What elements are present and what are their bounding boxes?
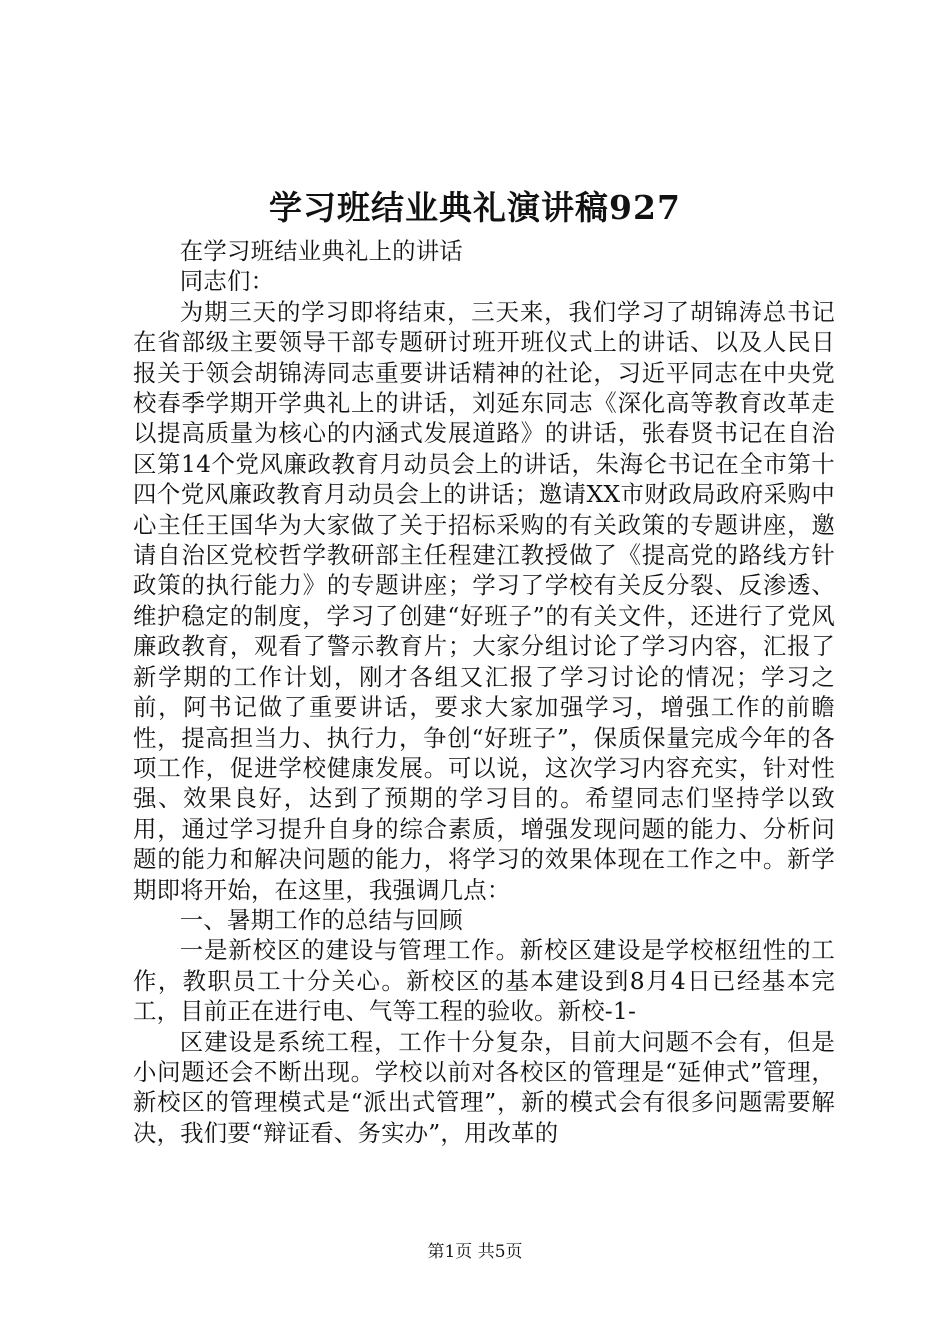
greeting: 同志们： [179,267,275,296]
page-footer: 第1页 共5页 [427,1242,523,1262]
paragraph-intro: 为期三天的学习即将结束，三天来，我们学习了胡锦涛总书记在省部级主要领导干部专题研讨班开班仪式上的讲话、以及人民日报关于领会胡锦涛同志重要讲话精神的社论，习近平同志在中央党校春季学期开学典礼上的讲话，刘延东同志《深化高等教育改革走以提高质量为核心的内涵式发展道路》的讲话，张春贤书记在自治区第14个党风廉政教育月动员会上的讲话，朱海仑书记在全市第十四个党风廉政教育月动员会上的讲话；邀请XX市财政局政府采购中心主任王国华为大家做了关于招标采购的有关政策的专题讲座，邀请自治区党校哲学教研部主任程建江教授做了《提高党的路线方针政策的执行能力》的专题讲座；学习了学校有关反分裂、反渗透、维护稳定的制度，学习了创建“好班子”的有关文件，还进行了党风廉政教育，观看了警示教育片；大家分组讨论了学习内容，汇报了新学期的工作计划，刚才各组又汇报了学习讨论的情况；学习之前，阿书记做了重要讲话，要求大家加强学习，增强工作的前瞻性，提高担当力、执行力，争创“好班子”，保质保量完成今年的各项工作，促进学校健康发展。可以说，这次学习内容充实，针对性强、效果良好，达到了预期的学习目的。希望同志们坚持学以致用，通过学习提升自身的综合素质，增强发现问题的能力、分析问题的能力和解决问题的能力，将学习的效果体现在工作之中。新学期即将开始，在这里，我强调几点： [133,297,835,904]
speech-subtitle: 在学习班结业典礼上的讲话 [179,237,463,265]
paragraph-campus: 一是新校区的建设与管理工作。新校区建设是学校枢纽性的工作，教职员工十分关心。新校区的基本建设到8月4日已经基本完工，目前正在进行电、气等工程的验收。新校-1- [133,936,835,1026]
document-body [133,236,835,1148]
paragraph-campus-continued: 区建设是系统工程，工作十分复杂，目前大问题不会有，但是小问题还会不断出现。学校以前对各校区的管理是“延伸式”管理，新校区的管理模式是“派出式管理”，新的模式会有很多问题需要解决，我们要“辩证看、务实办”，用改革的 [133,1027,835,1147]
document-title: 学习班结业典礼演讲稿927 [269,188,681,227]
section-heading: 一、暑期工作的总结与回顾 [179,905,463,934]
